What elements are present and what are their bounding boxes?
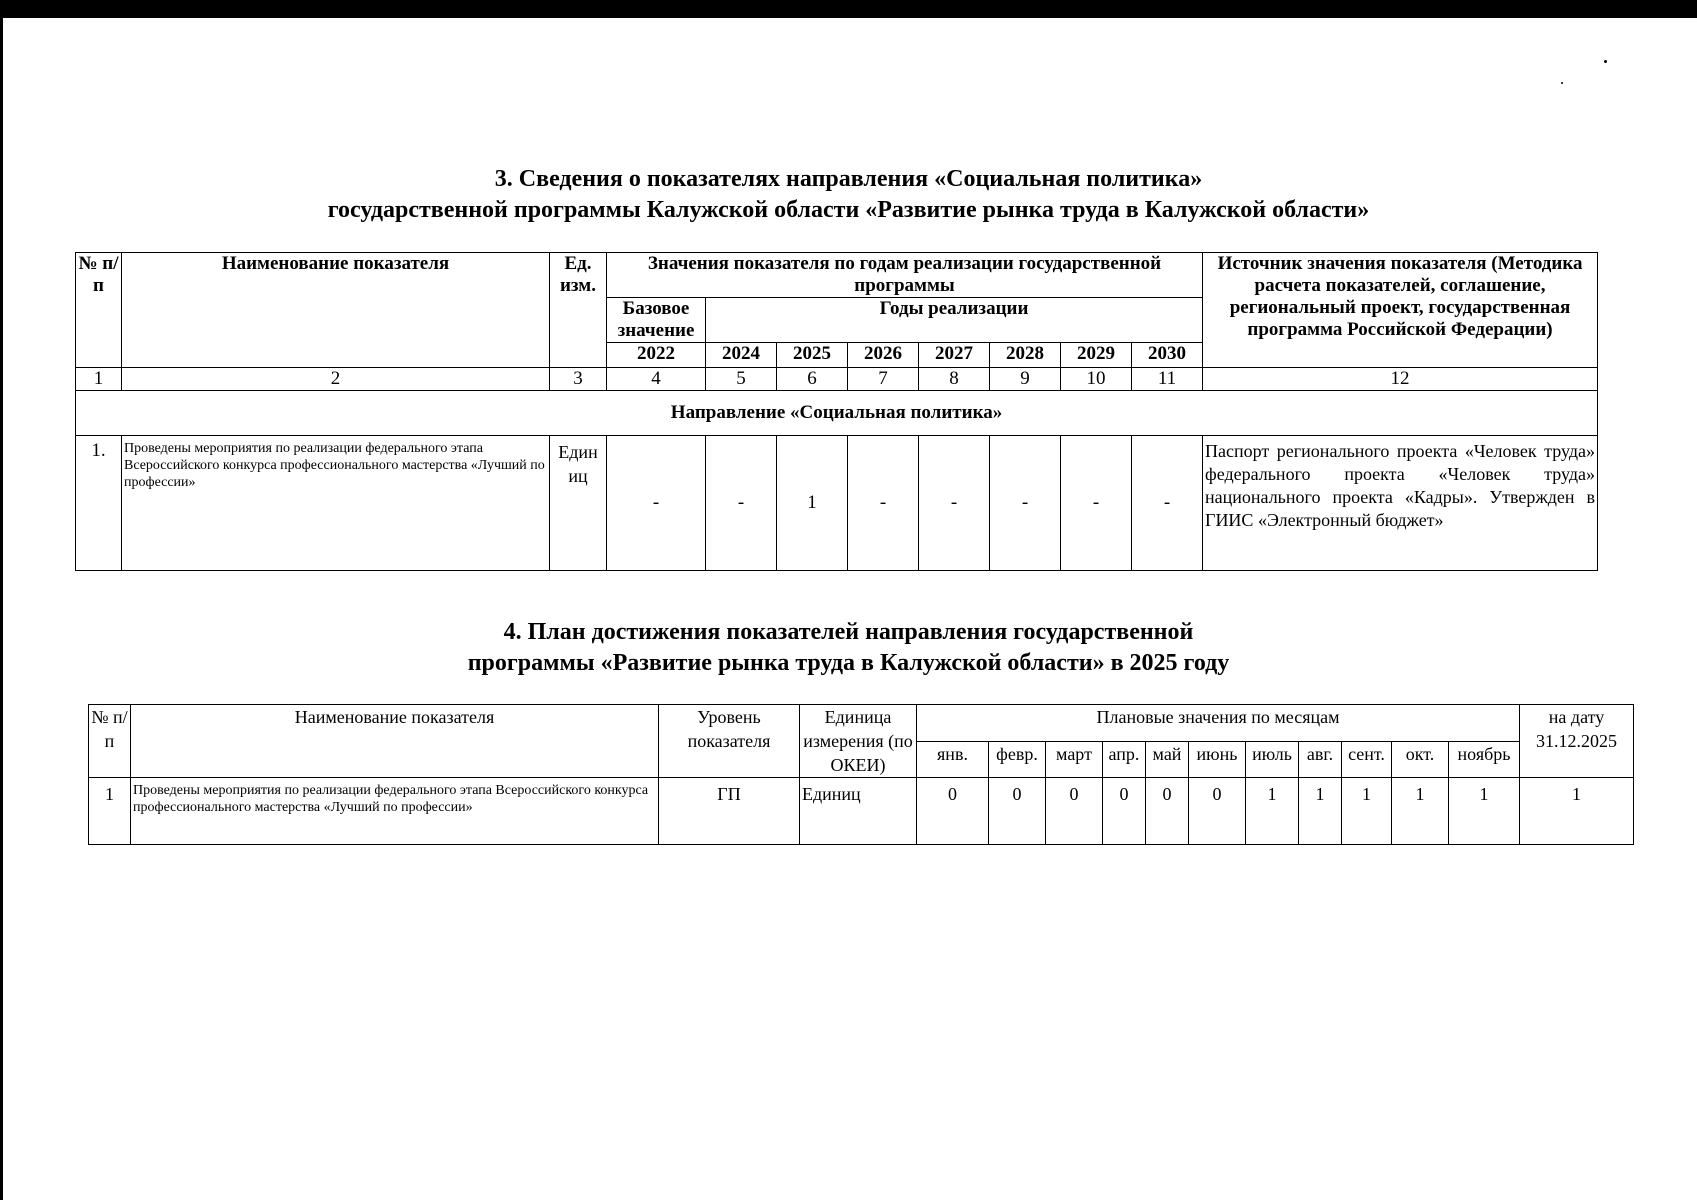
row-source: Паспорт регионального проекта «Человек труда» федерального проекта «Человек труда» национального проекта «Кадры». Утвержден в ГИИС «Электронный бюджет» bbox=[1203, 436, 1598, 571]
plan-header-date: на дату 31.12.2025 bbox=[1520, 705, 1634, 778]
plan-row-month-value: 1 bbox=[1449, 778, 1520, 845]
section4-title-line2: программы «Развитие рынка труда в Калужской области» в 2025 году bbox=[467, 650, 1230, 676]
scan-speck bbox=[1604, 60, 1607, 63]
plan-row-month-value: 0 bbox=[917, 778, 989, 845]
plan-header-month: окт. bbox=[1392, 741, 1449, 778]
row-year-value: - bbox=[990, 436, 1061, 571]
column-number: 1 bbox=[76, 368, 122, 391]
plan-header-month: февр. bbox=[989, 741, 1046, 778]
plan-header-month: март bbox=[1046, 741, 1103, 778]
row-year-value: - bbox=[1061, 436, 1132, 571]
header-year: 2026 bbox=[848, 343, 919, 368]
header-base: Базовое значение bbox=[607, 298, 706, 343]
plan-row-num: 1 bbox=[89, 778, 131, 845]
table-row bbox=[89, 778, 1634, 845]
column-number: 5 bbox=[706, 368, 777, 391]
row-year-value: - bbox=[919, 436, 990, 571]
section3-title-line2: государственной программы Калужской области «Развитие рынка труда в Калужской области» bbox=[327, 197, 1370, 223]
plan-header-month: июнь bbox=[1189, 741, 1246, 778]
section4-title bbox=[0, 617, 1697, 679]
section4-title-line1: 4. План достижения показателей направления государственной bbox=[503, 619, 1194, 645]
section3-title bbox=[0, 164, 1697, 226]
header-year-base: 2022 bbox=[607, 343, 706, 368]
column-number: 9 bbox=[990, 368, 1061, 391]
column-number: 11 bbox=[1132, 368, 1203, 391]
plan-header-month: авг. bbox=[1299, 741, 1342, 778]
plan-header-monthly: Плановые значения по месяцам bbox=[917, 705, 1520, 742]
column-number: 4 bbox=[607, 368, 706, 391]
row-year-value: - bbox=[848, 436, 919, 571]
plan-row-month-value: 1 bbox=[1342, 778, 1392, 845]
plan-row-total: 1 bbox=[1520, 778, 1634, 845]
column-number: 8 bbox=[919, 368, 990, 391]
section3-title-line1: 3. Сведения о показателях направления «Социальная политика» bbox=[494, 166, 1203, 192]
scan-speck bbox=[1561, 82, 1563, 84]
row-name: Проведены мероприятия по реализации федерального этапа Всероссийского конкурса профессионального мастерства «Лучший по профессии» bbox=[122, 436, 550, 571]
section-row-title: Направление «Социальная политика» bbox=[76, 391, 1598, 436]
plan-header-month: сент. bbox=[1342, 741, 1392, 778]
header-values: Значения показателя по годам реализации государственной программы bbox=[607, 253, 1203, 298]
column-number: 7 bbox=[848, 368, 919, 391]
header-year: 2024 bbox=[706, 343, 777, 368]
scan-top-border bbox=[0, 0, 1697, 18]
header-name: Наименование показателя bbox=[122, 253, 550, 368]
column-number: 10 bbox=[1061, 368, 1132, 391]
plan-row-name: Проведены мероприятия по реализации федерального этапа Всероссийского конкурса профессионального мастерства «Лучший по профессии» bbox=[131, 778, 659, 845]
table-row bbox=[76, 436, 1598, 571]
plan-row-month-value: 1 bbox=[1392, 778, 1449, 845]
row-num: 1. bbox=[76, 436, 122, 571]
plan-row-level: ГП bbox=[659, 778, 800, 845]
indicators-table bbox=[75, 252, 1598, 571]
column-number: 6 bbox=[777, 368, 848, 391]
plan-header-month: апр. bbox=[1103, 741, 1146, 778]
plan-header-month: май bbox=[1146, 741, 1189, 778]
header-source: Источник значения показателя (Методика расчета показателей, соглашение, региональный проект, государственная программа Российской Федерации) bbox=[1203, 253, 1598, 368]
header-year: 2030 bbox=[1132, 343, 1203, 368]
row-year-value: 1 bbox=[777, 436, 848, 571]
plan-row-month-value: 0 bbox=[1189, 778, 1246, 845]
plan-header-unit: Единица измерения (по ОКЕИ) bbox=[800, 705, 917, 778]
plan-row-month-value: 1 bbox=[1299, 778, 1342, 845]
header-year: 2027 bbox=[919, 343, 990, 368]
column-number: 2 bbox=[122, 368, 550, 391]
plan-row-month-value: 0 bbox=[1046, 778, 1103, 845]
header-num: № п/п bbox=[76, 253, 122, 368]
header-years: Годы реализации bbox=[706, 298, 1203, 343]
header-year: 2025 bbox=[777, 343, 848, 368]
plan-header-month: ноябрь bbox=[1449, 741, 1520, 778]
row-base-value: - bbox=[607, 436, 706, 571]
plan-header-month: июль bbox=[1246, 741, 1299, 778]
header-year: 2028 bbox=[990, 343, 1061, 368]
plan-row-month-value: 0 bbox=[1146, 778, 1189, 845]
plan-header-name: Наименование показателя bbox=[131, 705, 659, 778]
plan-row-unit: Единиц bbox=[800, 778, 917, 845]
header-unit: Ед. изм. bbox=[550, 253, 607, 368]
plan-table bbox=[88, 704, 1634, 845]
row-year-value: - bbox=[706, 436, 777, 571]
plan-row-month-value: 1 bbox=[1246, 778, 1299, 845]
plan-header-level: Уровень показателя bbox=[659, 705, 800, 778]
plan-header-month: янв. bbox=[917, 741, 989, 778]
column-number: 3 bbox=[550, 368, 607, 391]
plan-row-month-value: 0 bbox=[1103, 778, 1146, 845]
column-number: 12 bbox=[1203, 368, 1598, 391]
header-year: 2029 bbox=[1061, 343, 1132, 368]
plan-header-num: № п/п bbox=[89, 705, 131, 778]
row-unit: Един иц bbox=[550, 436, 607, 571]
row-year-value: - bbox=[1132, 436, 1203, 571]
plan-row-month-value: 0 bbox=[989, 778, 1046, 845]
